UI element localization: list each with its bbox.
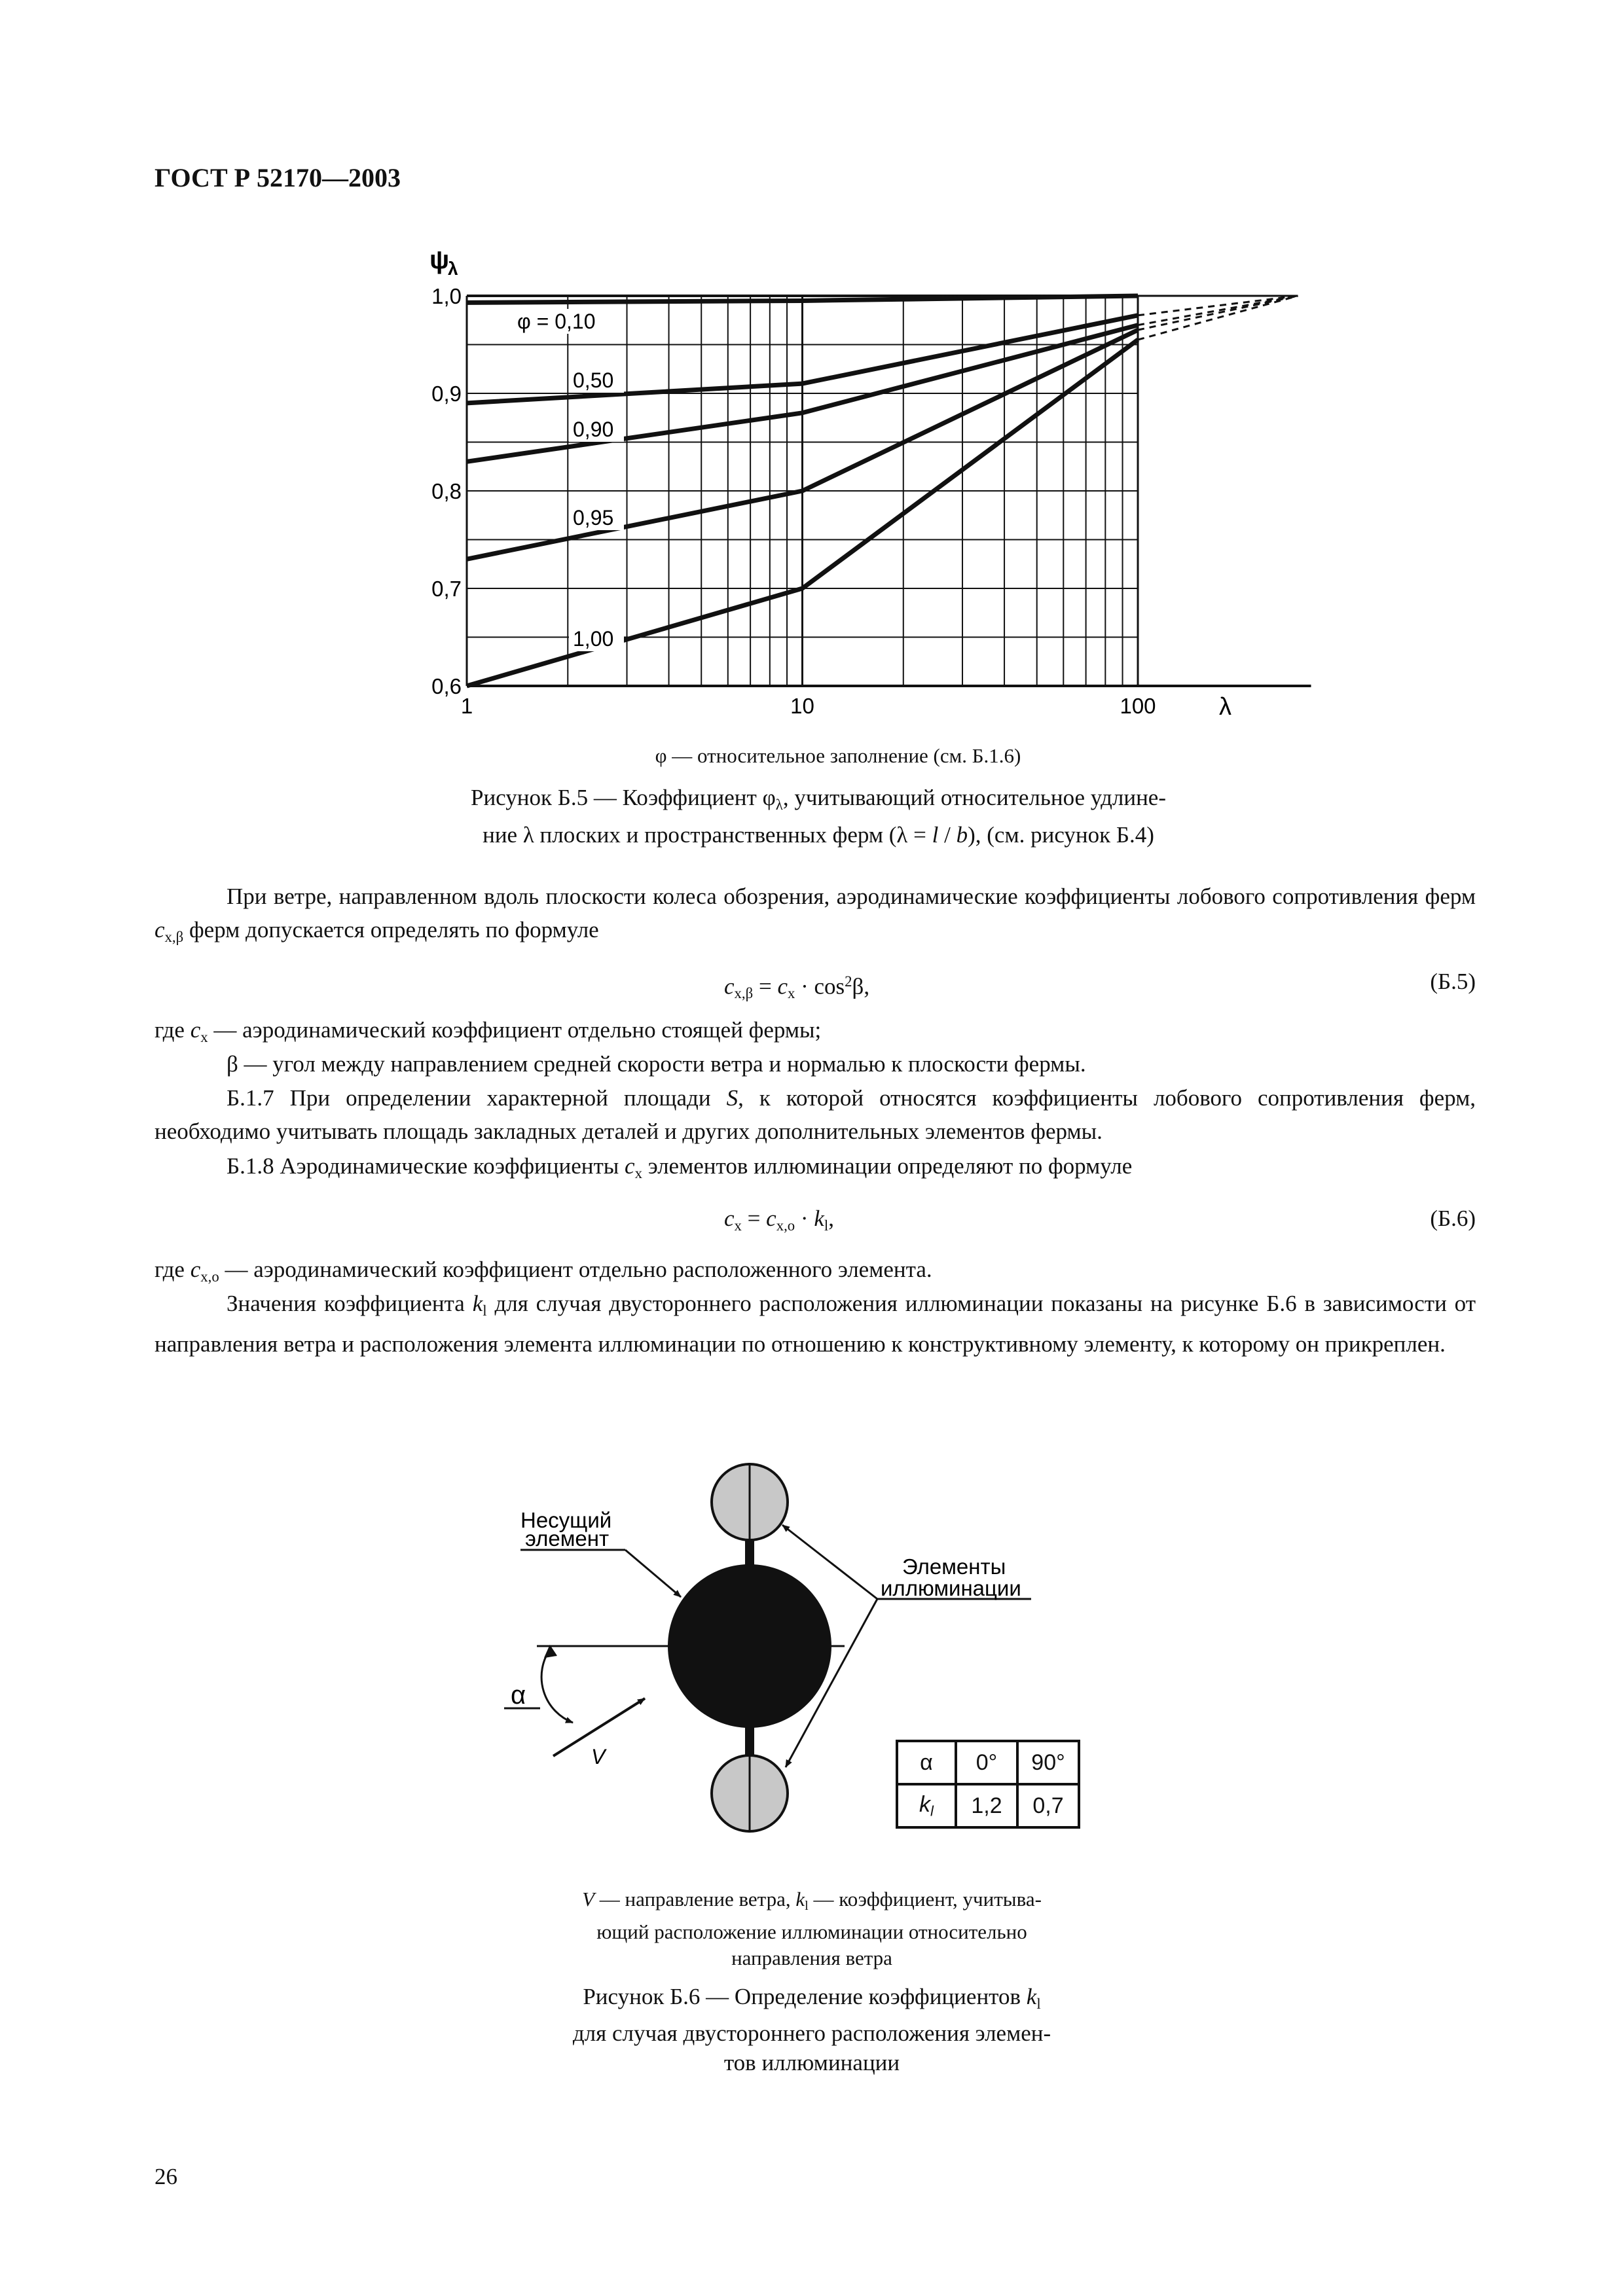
page-number: 26 <box>155 2164 177 2189</box>
y-tick-label: 0,6 <box>431 674 462 698</box>
series-label: 1,00 <box>573 627 614 651</box>
label-elements-2: иллюминации <box>881 1576 1021 1600</box>
equation-b6-number: (Б.6) <box>1430 1206 1476 1231</box>
x-tick-label: 1 <box>460 694 473 718</box>
kl-table-head-0: 0° <box>956 1741 1017 1784</box>
where-cx: где $c_x$ — аэродинамический коэффициент отдельно стоящей фермы; <box>155 1017 822 1045</box>
label-elements-1: Элементы <box>902 1554 1006 1579</box>
kl-table-head-90: 90° <box>1017 1741 1079 1784</box>
x-axis-symbol: λ <box>1219 693 1231 721</box>
series-extension <box>1138 296 1298 315</box>
y-axis-symbol: ψ <box>429 245 450 274</box>
kl-table-value-0: 1,2 <box>956 1784 1017 1827</box>
label-bearing-2: элемент <box>525 1526 610 1551</box>
y-tick-label: 0,7 <box>431 577 462 601</box>
kl-table-head-k: $k_l$ <box>897 1784 956 1827</box>
y-tick-label: 1,0 <box>431 284 462 308</box>
x-tick-label: 10 <box>790 694 814 718</box>
paragraph-wind-along: При ветре, направленном вдоль плоскости колеса обозрения, аэродинамические коэффициенты лобового сопротивления ферм $c_{x,\beta}$ ферм допускается определять по формуле <box>155 884 1476 945</box>
kl-table-wrap <box>896 1740 1080 1829</box>
where-cxo: где $c_{x,o}$ — аэродинамический коэффициент отдельно расположенного элемента. <box>155 1257 932 1285</box>
figure-b5-legend-note: φ — относительное заполнение (см. Б.1.6) <box>655 744 1021 767</box>
figure-b5-caption: Рисунок Б.5 — Коэффициент $\varphi_\lambda$, учитывающий относительное удлине- ние λ плоских и пространственных ферм (λ = l / b), (см. рисунок Б.4) <box>470 785 1167 848</box>
equation-b5-number: (Б.5) <box>1430 969 1476 994</box>
kl-table-value-90: 0,7 <box>1017 1784 1079 1827</box>
paragraph-kl-values: Значения коэффициента $k_l$ для случая двустороннего расположения иллюминации показаны на рисунке Б.6 в зависимости от направления ветра и расположения элемента иллюминации по отношению к конструктивному элементу, к которому он прикреплен. <box>155 1291 1476 1357</box>
y-tick-label: 0,9 <box>431 382 462 406</box>
series-extension <box>1138 296 1298 325</box>
kl-table <box>896 1740 1080 1829</box>
series-label: 0,90 <box>573 418 614 441</box>
series-label: φ = 0,10 <box>517 310 596 333</box>
chart-labels <box>513 309 624 651</box>
y-axis-subscript: λ <box>448 259 458 279</box>
label-bearing-1: Несущий <box>520 1508 612 1532</box>
where-beta: β — угол между направлением средней скорости ветра и нормалью к плоскости фермы. <box>227 1051 1086 1077</box>
series-label: 0,50 <box>573 368 614 392</box>
figure-b6-note: V — направление ветра, $k_l$ — коэффициент, учитыва- ющий расположение иллюминации относительно направления ветра <box>582 1888 1042 1970</box>
x-tick-label: 100 <box>1120 694 1156 718</box>
label-alpha: α <box>511 1681 526 1710</box>
label-v: V <box>591 1745 606 1768</box>
figure-b6-caption: Рисунок Б.6 — Определение коэффициентов $k_l$ для случая двустороннего расположения элемен- тов иллюминации <box>572 1984 1051 2075</box>
alpha-arc <box>541 1649 573 1723</box>
clause-b18: Б.1.8 Аэродинамические коэффициенты $c_x$ элементов иллюминации определяют по формуле <box>227 1153 1133 1181</box>
figure-b5-chart <box>393 236 1322 733</box>
y-tick-label: 0,8 <box>431 479 462 503</box>
document-code: ГОСТ Р 52170—2003 <box>155 163 401 192</box>
clause-b17: Б.1.7 При определении характерной площади S, к которой относятся коэффициенты лобового сопротивления ферм, необходимо учитывать площадь закладных деталей и других дополнительных элементов фермы. <box>155 1085 1476 1144</box>
series-label: 0,95 <box>573 506 614 529</box>
series-extension <box>1138 296 1298 340</box>
kl-table-head-alpha: α <box>897 1741 956 1784</box>
